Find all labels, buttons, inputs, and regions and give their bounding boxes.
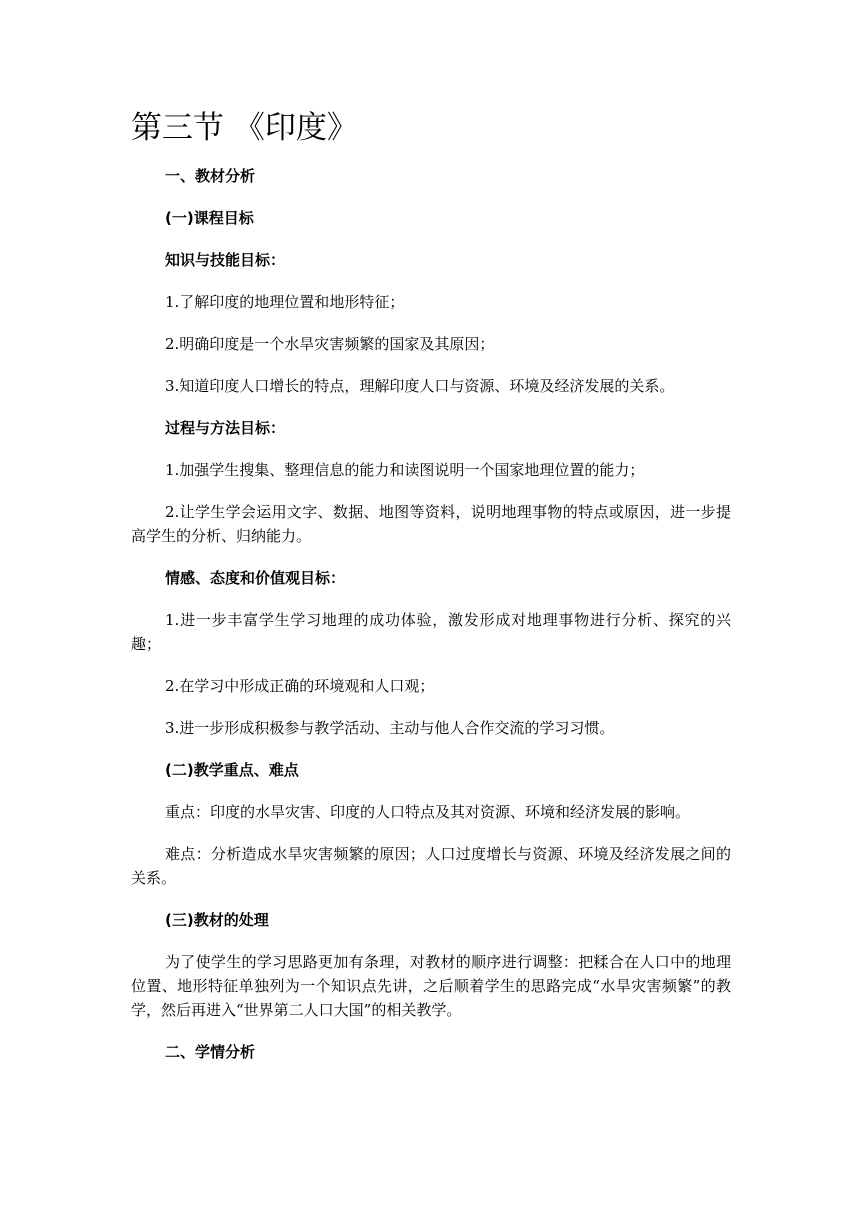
section-heading-student-analysis: 二、学情分析 (165, 1043, 256, 1061)
paragraph: 3.知道印度人口增长的特点，理解印度人口与资源、环境及经济发展的关系。 (165, 377, 675, 395)
subsection-heading-textbook-processing: (三)教材的处理 (165, 911, 269, 929)
goal-heading-knowledge-skills: 知识与技能目标： (165, 251, 286, 269)
document-body (131, 104, 731, 1082)
subsection-heading-key-difficult-points: (二)教学重点、难点 (165, 761, 299, 779)
goal-heading-emotion-attitude-values: 情感、态度和价值观目标： (165, 569, 346, 587)
section-heading-textbook-analysis: 一、教材分析 (165, 167, 256, 185)
paragraph-difficult-points: 难点：分析造成水旱灾害频繁的原因；人口过度增长与资源、环境及经济发展之间的关系。 (131, 845, 731, 887)
page-title: 第三节 《印度》 (131, 110, 358, 146)
paragraph: 2.在学习中形成正确的环境观和人口观； (165, 677, 435, 695)
paragraph: 3.进一步形成积极参与教学活动、主动与他人合作交流的学习习惯。 (165, 719, 615, 737)
paragraph: 2.让学生学会运用文字、数据、地图等资料，说明地理事物的特点或原因，进一步提高学生的分析、归纳能力。 (131, 503, 731, 545)
paragraph: 1.进一步丰富学生学习地理的成功体验，激发形成对地理事物进行分析、探究的兴趣； (131, 611, 731, 653)
paragraph: 1.加强学生搜集、整理信息的能力和读图说明一个国家地理位置的能力； (165, 461, 645, 479)
paragraph: 1.了解印度的地理位置和地形特征； (165, 293, 405, 311)
paragraph: 为了使学生的学习思路更加有条理，对教材的顺序进行调整：把糅合在人口中的地理位置、地形特征单独列为一个知识点先讲，之后顺着学生的思路完成“水旱灾害频繁”的教学，然后再进入“世界第二人口大国”的相关教学。 (131, 953, 731, 1019)
subsection-heading-course-goals: (一)课程目标 (165, 209, 254, 227)
paragraph: 2.明确印度是一个水旱灾害频繁的国家及其原因； (165, 335, 495, 353)
goal-heading-process-methods: 过程与方法目标： (165, 419, 286, 437)
paragraph-key-points: 重点：印度的水旱灾害、印度的人口特点及其对资源、环境和经济发展的影响。 (165, 803, 691, 821)
